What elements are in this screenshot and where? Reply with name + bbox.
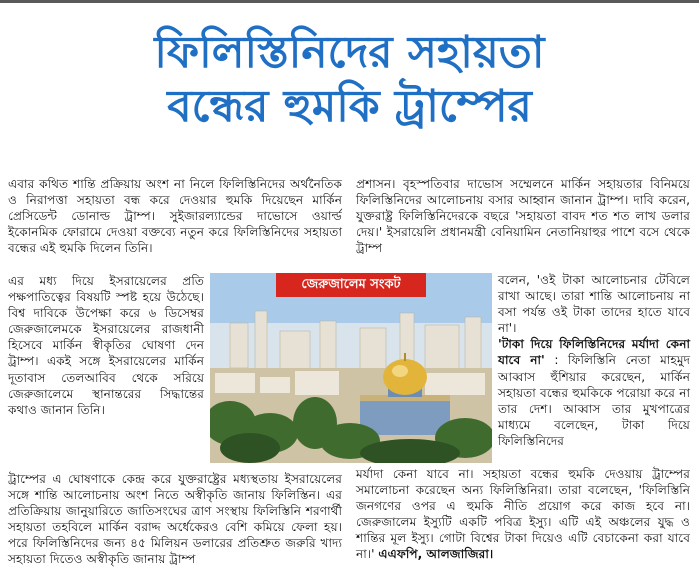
right-column-wrap [498, 272, 690, 449]
headline [0, 26, 699, 134]
right-column-wrap-text-2: : ফিলিস্তিনি নেতা মাহমুদ আব্বাস হুঁশিয়ার করেছেন, মার্কিন সহায়তা বন্ধের হুমকিকে পরোয়া করে না তার দেশ। আব্বাস তার মুখপাত্রের মাধ্যমে বলেছেন, টাকা দিয়ে ফিলিস্তিনিদের [498, 353, 690, 448]
subheading: 'টাকা দিয়ে ফিলিস্তিনিদের মর্যাদা কেনা যাবে না' [498, 337, 690, 368]
news-source: এএফপি, আলজাজিরা। [378, 547, 494, 562]
right-column-bottom-body: মর্যাদা কেনা যাবে না। সহায়তা বন্ধের হুমকি দেওয়ায় ট্রাম্পের সমালোচনা করেছেন অন্য ফিলিস্তিনিরা। তারা বলেছেন, 'ফিলিস্তিনি জনগণের ওপর এ হুমকি নীতি প্রয়োগ করে কাজ হবে না। জেরুজালেম ইস্যুটি একটি পবিত্র ইস্যু। এটি এই অঞ্চলের যুদ্ধ ও শান্তির মূল ইস্যু। গোটা বিশ্বের টাকা দিয়েও এটি বেচাকেনা করা যাবে না।' [356, 467, 690, 562]
jerusalem-photo [210, 273, 492, 463]
left-column-bottom-text: ট্রাম্পের এ ঘোষণাকে কেন্দ্র করে যুক্তরাষ্ট্রের মধ্যস্থতায় ইসরায়েলের সঙ্গে শান্তি আলোচনায় অংশ নিতে অস্বীকৃতি জানায় ফিলিস্তিন। এর প্রতিক্রিয়ায় জানুয়ারিতে জাতিসংঘের ত্রাণ সংস্থায় ফিলিস্তিনি শরণার্থী সহায়তা তহবিলে মার্কিন বরাদ্দ অর্ধেকেরও বেশি কমিয়ে ফেলা হয়। পরে ফিলিস্তিনিদের জন্য ৪৫ মিলিয়ন ডলারের প্রতিশ্রুত জরুরি খাদ্য সহায়তা দিতেও অস্বীকৃতি জানায় ট্রাম্প [8, 472, 342, 567]
headline-line-1: ফিলিস্তিনিদের সহায়তা [154, 27, 545, 78]
jerusalem-skyline-illustration [210, 273, 492, 463]
right-column-top-text: প্রশাসন। বৃহস্পতিবার দাভোস সম্মেলনে মার্কিন সহায়তার বিনিময়ে ফিলিস্তিনিদের আলোচনায় বসার আহ্বান জানান ট্রাম্প। দাবি করেন, যুক্তরাষ্ট্র ফিলিস্তিনিদেরকে বছরে 'সহায়তা বাবদ শত শত লাখ ডলার দেয়।' ইসরায়েলি প্রধানমন্ত্রী বেনিয়ামিন নেতানিয়াহুর পাশে বসে থেকে ট্রাম্প [356, 177, 690, 256]
headline-line-2: বন্ধের হুমকি ট্রাম্পের [167, 81, 532, 132]
top-rule [0, 0, 699, 3]
left-column-wrap-text: এর মধ্য দিয়ে ইসরায়েলের প্রতি পক্ষপাতিত্বের বিষয়টি স্পষ্ট হয়ে উঠেছে। বিশ্ব দাবিকে উপেক্ষা করে ৬ ডিসেম্বর জেরুজালেমকে ইসরায়েলের রাজধানী হিসেবে মার্কিন স্বীকৃতির ঘোষণা দেন ট্রাম্প। একই সঙ্গে ইসরায়েলের মার্কিন দূতাবাস তেলআবিব থেকে সরিয়ে জেরুজালেমে স্থানান্তরের সিদ্ধান্তের কথাও জানান তিনি। [8, 274, 204, 417]
right-column-wrap-text: বলেন, 'ওই টাকা আলোচনার টেবিলে রাখা আছে। তারা শান্তি আলোচনায় না বসা পর্যন্ত ওই টাকা তাদের হাতে যাবে না'। [498, 273, 690, 336]
left-column-top-text: এবার কথিত শান্তি প্রক্রিয়ায় অংশ না নিলে ফিলিস্তিনিদের অর্থনৈতিক ও নিরাপত্তা সহায়তা বন্ধ করে দেওয়ার হুমকি দিয়েছেন মার্কিন প্রেসিডেন্ট ডোনাল্ড ট্রাম্প। সুইজারল্যান্ডের দাভোসে ওয়ার্ল্ড ইকোনমিক ফোরামে দেওয়া বক্তব্যে নতুন করে ফিলিস্তিনিদের সহায়তা বন্ধের এই হুমকি দিলেন তিনি। [8, 177, 342, 256]
photo-caption-label: জেরুজালেম সংকট [276, 273, 426, 297]
right-column-bottom-text [356, 466, 690, 563]
